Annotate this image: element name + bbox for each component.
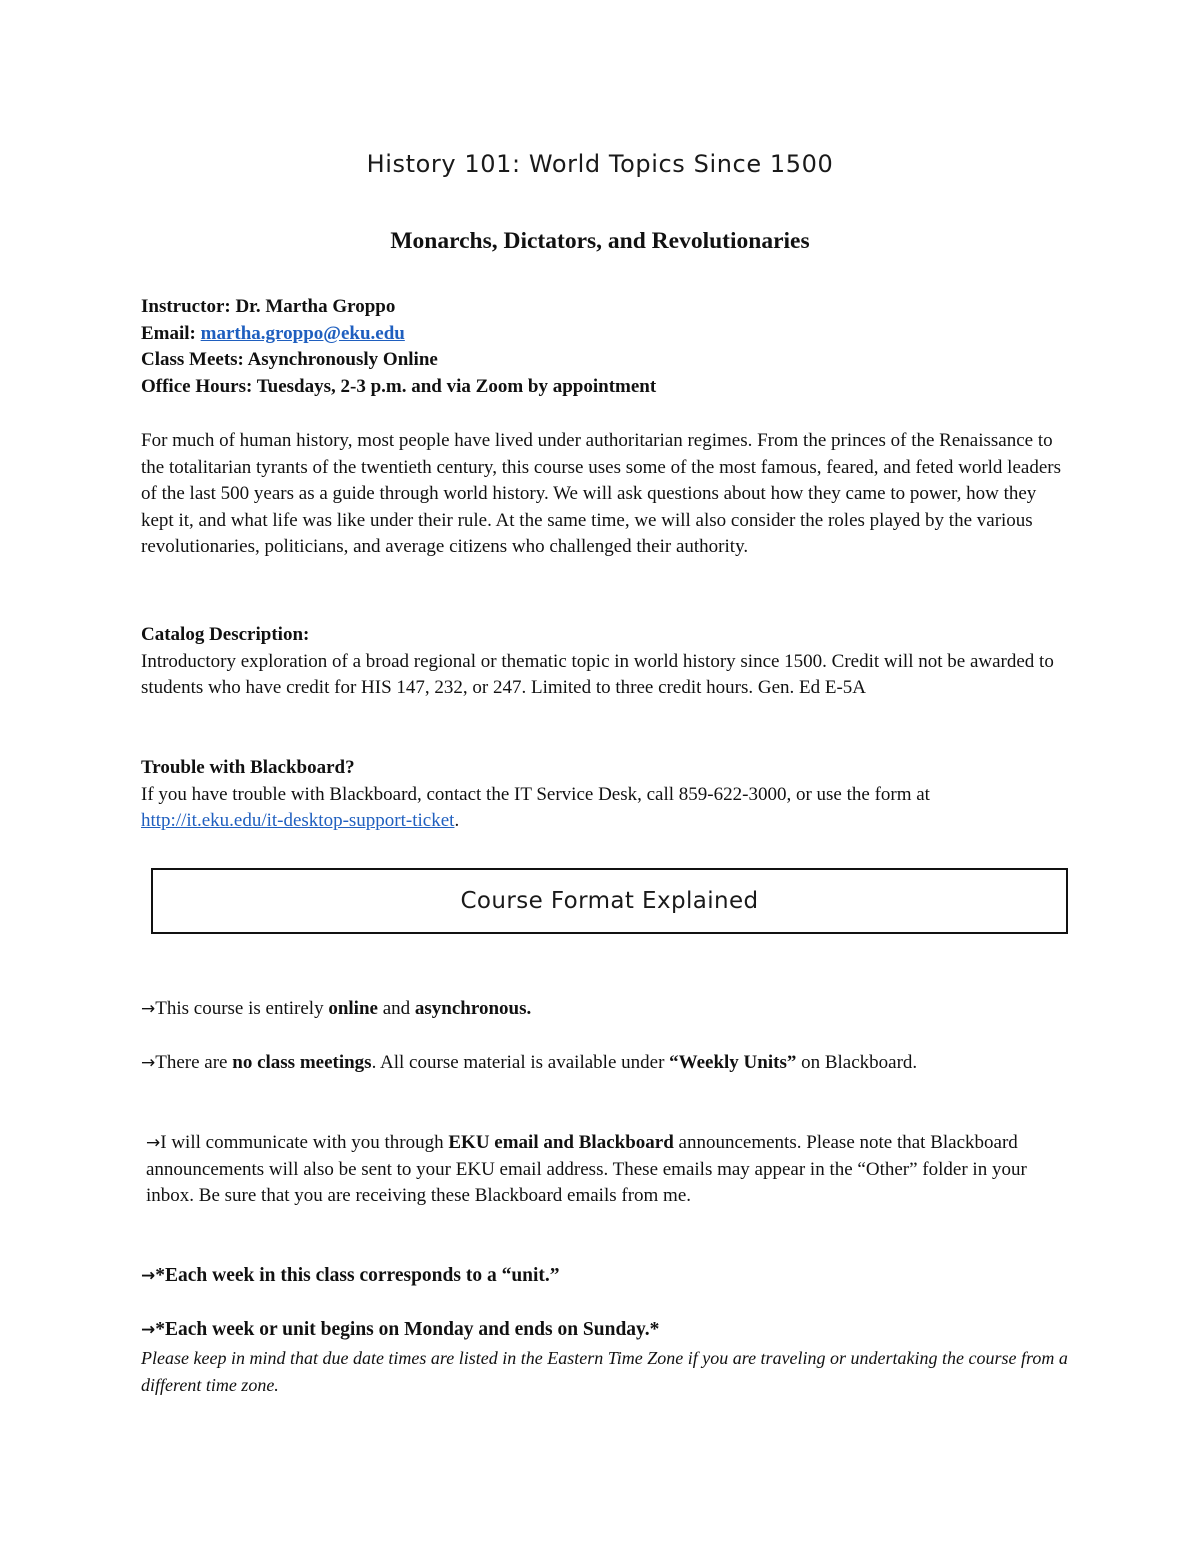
help-text-after: . <box>454 810 460 831</box>
support-ticket-link[interactable]: http://it.eku.edu/it-desktop-support-ticket <box>141 810 455 831</box>
bullet-text: There are <box>155 1052 233 1073</box>
bullet-text: I will communicate with you through <box>160 1132 449 1153</box>
bullet-text: on Blackboard. <box>796 1052 918 1073</box>
bullet-text: *Each week in this class corresponds to a “unit.” <box>155 1265 560 1286</box>
catalog-heading: Catalog Description: <box>141 624 310 645</box>
bullet-bold-eku-email: EKU email and Blackboard <box>448 1132 674 1153</box>
office-hours-line: Office Hours: Tuesdays, 2-3 p.m. and via Zoom by appointment <box>141 375 657 397</box>
bullet-communication <box>146 1130 1076 1210</box>
bullet-text: This course is entirely <box>155 998 329 1019</box>
arrow-icon: → <box>146 1133 161 1153</box>
instructor-info <box>141 294 1101 400</box>
bullet-text: *Each week or unit begins on Monday and ends on Sunday.* <box>155 1319 660 1340</box>
bullet-online <box>141 996 1071 1023</box>
catalog-text: Introductory exploration of a broad regional or thematic topic in world history since 1500. Credit will not be awarded to students who have credit for HIS 147, 232, or 247. Limited to three credit hours. Gen. Ed E-5A <box>141 650 1054 698</box>
bullet-no-meetings <box>141 1050 1071 1077</box>
class-meets-line: Class Meets: Asynchronously Online <box>141 349 438 370</box>
bullet-week-schedule <box>141 1317 1071 1344</box>
catalog-section <box>141 622 1071 702</box>
bullet-text: . All course material is available under <box>371 1052 670 1073</box>
arrow-icon: → <box>141 1266 156 1286</box>
instructor-line: Instructor: Dr. Martha Groppo <box>141 296 396 317</box>
course-intro: For much of human history, most people have lived under authoritarian regimes. From the princes of the Renaissance to the totalitarian tyrants of the twentieth century, this course uses some of the most famous, feared, and feted world leaders of the last 500 years as a guide through world history. We will ask questions about how they came to power, how they kept it, and what life was like under their rule. At the same time, we will also consider the roles played by the various revolutionaries, politicians, and average citizens who challenged their authority. <box>141 430 1061 557</box>
blackboard-help-heading: Trouble with Blackboard? <box>141 757 355 778</box>
bullet-bold-weekly-units: “Weekly Units” <box>669 1052 797 1073</box>
blackboard-help-section <box>141 755 1071 835</box>
blackboard-help-text <box>141 782 1071 835</box>
email-link[interactable]: martha.groppo@eku.edu <box>200 322 405 344</box>
bullet-text: announcements. Please note that Blackboard announcements will also be sent to your EKU email address. These emails may appear in the “Other” folder in your inbox. Be sure that you are receiving these Blackboard emails from me. <box>146 1132 1027 1206</box>
help-text-before: If you have trouble with Blackboard, contact the IT Service Desk, call 859-622-3000, or use the form at <box>141 783 930 805</box>
course-title: History 101: World Topics Since 1500 <box>366 150 834 178</box>
bullet-week-unit <box>141 1263 1071 1290</box>
email-line <box>141 321 1101 348</box>
email-label: Email: <box>141 322 201 344</box>
bullet-text: and <box>377 998 415 1019</box>
arrow-icon: → <box>141 1320 156 1340</box>
course-format-heading: Course Format Explained <box>460 888 759 914</box>
bullet-bold-online: online <box>328 998 378 1019</box>
course-subtitle: Monarchs, Dictators, and Revolutionaries <box>390 228 810 254</box>
bullet-bold-async: asynchronous. <box>414 998 532 1019</box>
bullet-bold-no-meetings: no class meetings <box>232 1052 372 1073</box>
course-format-heading-box <box>151 868 1068 934</box>
arrow-icon: → <box>141 1053 156 1073</box>
time-zone-note: Please keep in mind that due date times are listed in the Eastern Time Zone if you are traveling or undertaking the course from a different time zone. <box>141 1348 1068 1395</box>
arrow-icon: → <box>141 999 156 1019</box>
